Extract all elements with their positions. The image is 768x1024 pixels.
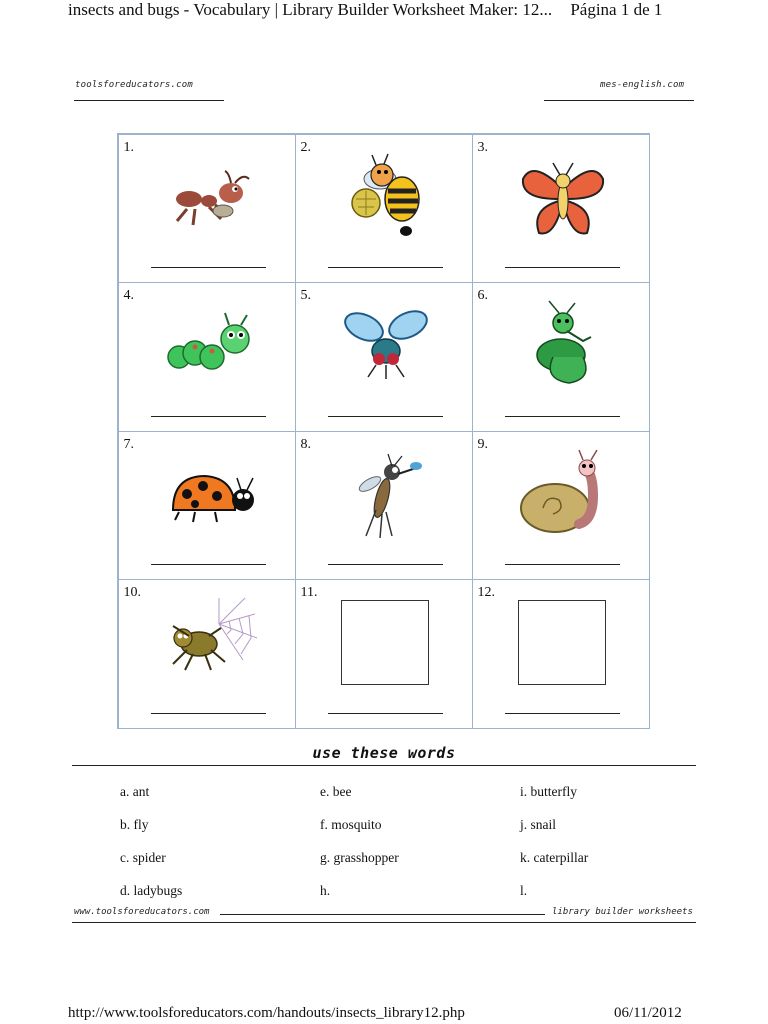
cell-number: 2. <box>300 139 311 155</box>
answer-line[interactable] <box>328 416 443 417</box>
document-title: insects and bugs - Vocabulary | Library Builder Worksheet Maker: 12... <box>68 0 553 19</box>
cell-number: 6. <box>477 288 488 303</box>
answer-line[interactable] <box>505 564 620 565</box>
grid-cell <box>118 134 296 284</box>
footer-worksheet-label: library builder worksheets <box>552 907 693 917</box>
answer-line[interactable] <box>151 713 266 714</box>
grid-cell <box>118 282 296 432</box>
page-indicator: Página 1 de 1 <box>570 0 663 19</box>
fly-picture <box>336 297 436 397</box>
word-item: a. ant <box>120 784 150 799</box>
cell-number: 12. <box>477 585 495 600</box>
cell-number: 7. <box>123 436 134 452</box>
answer-line[interactable] <box>505 713 620 714</box>
word-item: d. ladybugs <box>120 883 183 898</box>
answer-line[interactable] <box>505 416 620 417</box>
divider <box>72 765 696 766</box>
site-left-label: toolsforeducators.com <box>75 80 193 90</box>
footer-site-label: www.toolsforeducators.com <box>74 907 210 917</box>
cell-number: 3. <box>477 139 488 155</box>
picture-grid <box>117 133 650 729</box>
site-right-label: mes-english.com <box>600 80 685 90</box>
document-header <box>68 0 662 20</box>
answer-line[interactable] <box>505 267 620 268</box>
cell-number: 1. <box>123 139 134 155</box>
divider <box>74 100 224 101</box>
cell-number: 11. <box>300 585 318 600</box>
grid-cell <box>472 579 650 729</box>
word-item: j. snail <box>520 817 556 832</box>
word-bank <box>120 784 640 899</box>
mosquito-picture <box>336 446 436 546</box>
word-item: g. grasshopper <box>320 850 399 865</box>
grid-cell <box>472 282 650 432</box>
word-item: e. bee <box>320 784 352 799</box>
empty-picture-box <box>518 600 606 685</box>
divider <box>220 914 545 915</box>
empty-picture-box <box>341 600 429 685</box>
word-item: b. fly <box>120 817 149 832</box>
snail-picture <box>513 446 613 546</box>
word-item: l. <box>520 883 528 898</box>
bee-picture <box>336 149 436 249</box>
cell-number: 5. <box>300 288 311 303</box>
butterfly-picture <box>513 149 613 249</box>
answer-line[interactable] <box>151 564 266 565</box>
spider-picture <box>159 594 259 694</box>
grid-cell <box>295 431 473 581</box>
page-url: http://www.toolsforeducators.com/handouts/insects_library12.php <box>68 1005 465 1021</box>
grid-cell <box>472 134 650 284</box>
answer-line[interactable] <box>328 713 443 714</box>
word-item: f. mosquito <box>320 817 382 832</box>
grid-cell <box>295 282 473 432</box>
cell-number: 10. <box>123 585 141 600</box>
word-item: k. caterpillar <box>520 850 589 865</box>
divider <box>72 922 696 923</box>
answer-line[interactable] <box>151 416 266 417</box>
cell-number: 4. <box>123 288 134 303</box>
ladybug-picture <box>159 446 259 546</box>
divider <box>544 100 694 101</box>
word-item: c. spider <box>120 850 166 865</box>
grid-cell <box>295 134 473 284</box>
answer-line[interactable] <box>328 267 443 268</box>
print-date: 06/11/2012 <box>614 1005 682 1021</box>
caterpillar-picture <box>159 297 259 397</box>
word-bank-title: use these words <box>312 744 456 762</box>
ant-picture <box>159 149 259 249</box>
answer-line[interactable] <box>328 564 443 565</box>
grasshopper-picture <box>513 297 613 397</box>
grid-cell <box>472 431 650 581</box>
grid-cell <box>118 431 296 581</box>
word-item: h. <box>320 883 331 898</box>
cell-number: 8. <box>300 436 311 452</box>
grid-cell <box>295 579 473 729</box>
grid-cell <box>118 579 296 729</box>
word-item: i. butterfly <box>520 784 577 799</box>
answer-line[interactable] <box>151 267 266 268</box>
cell-number: 9. <box>477 436 488 452</box>
